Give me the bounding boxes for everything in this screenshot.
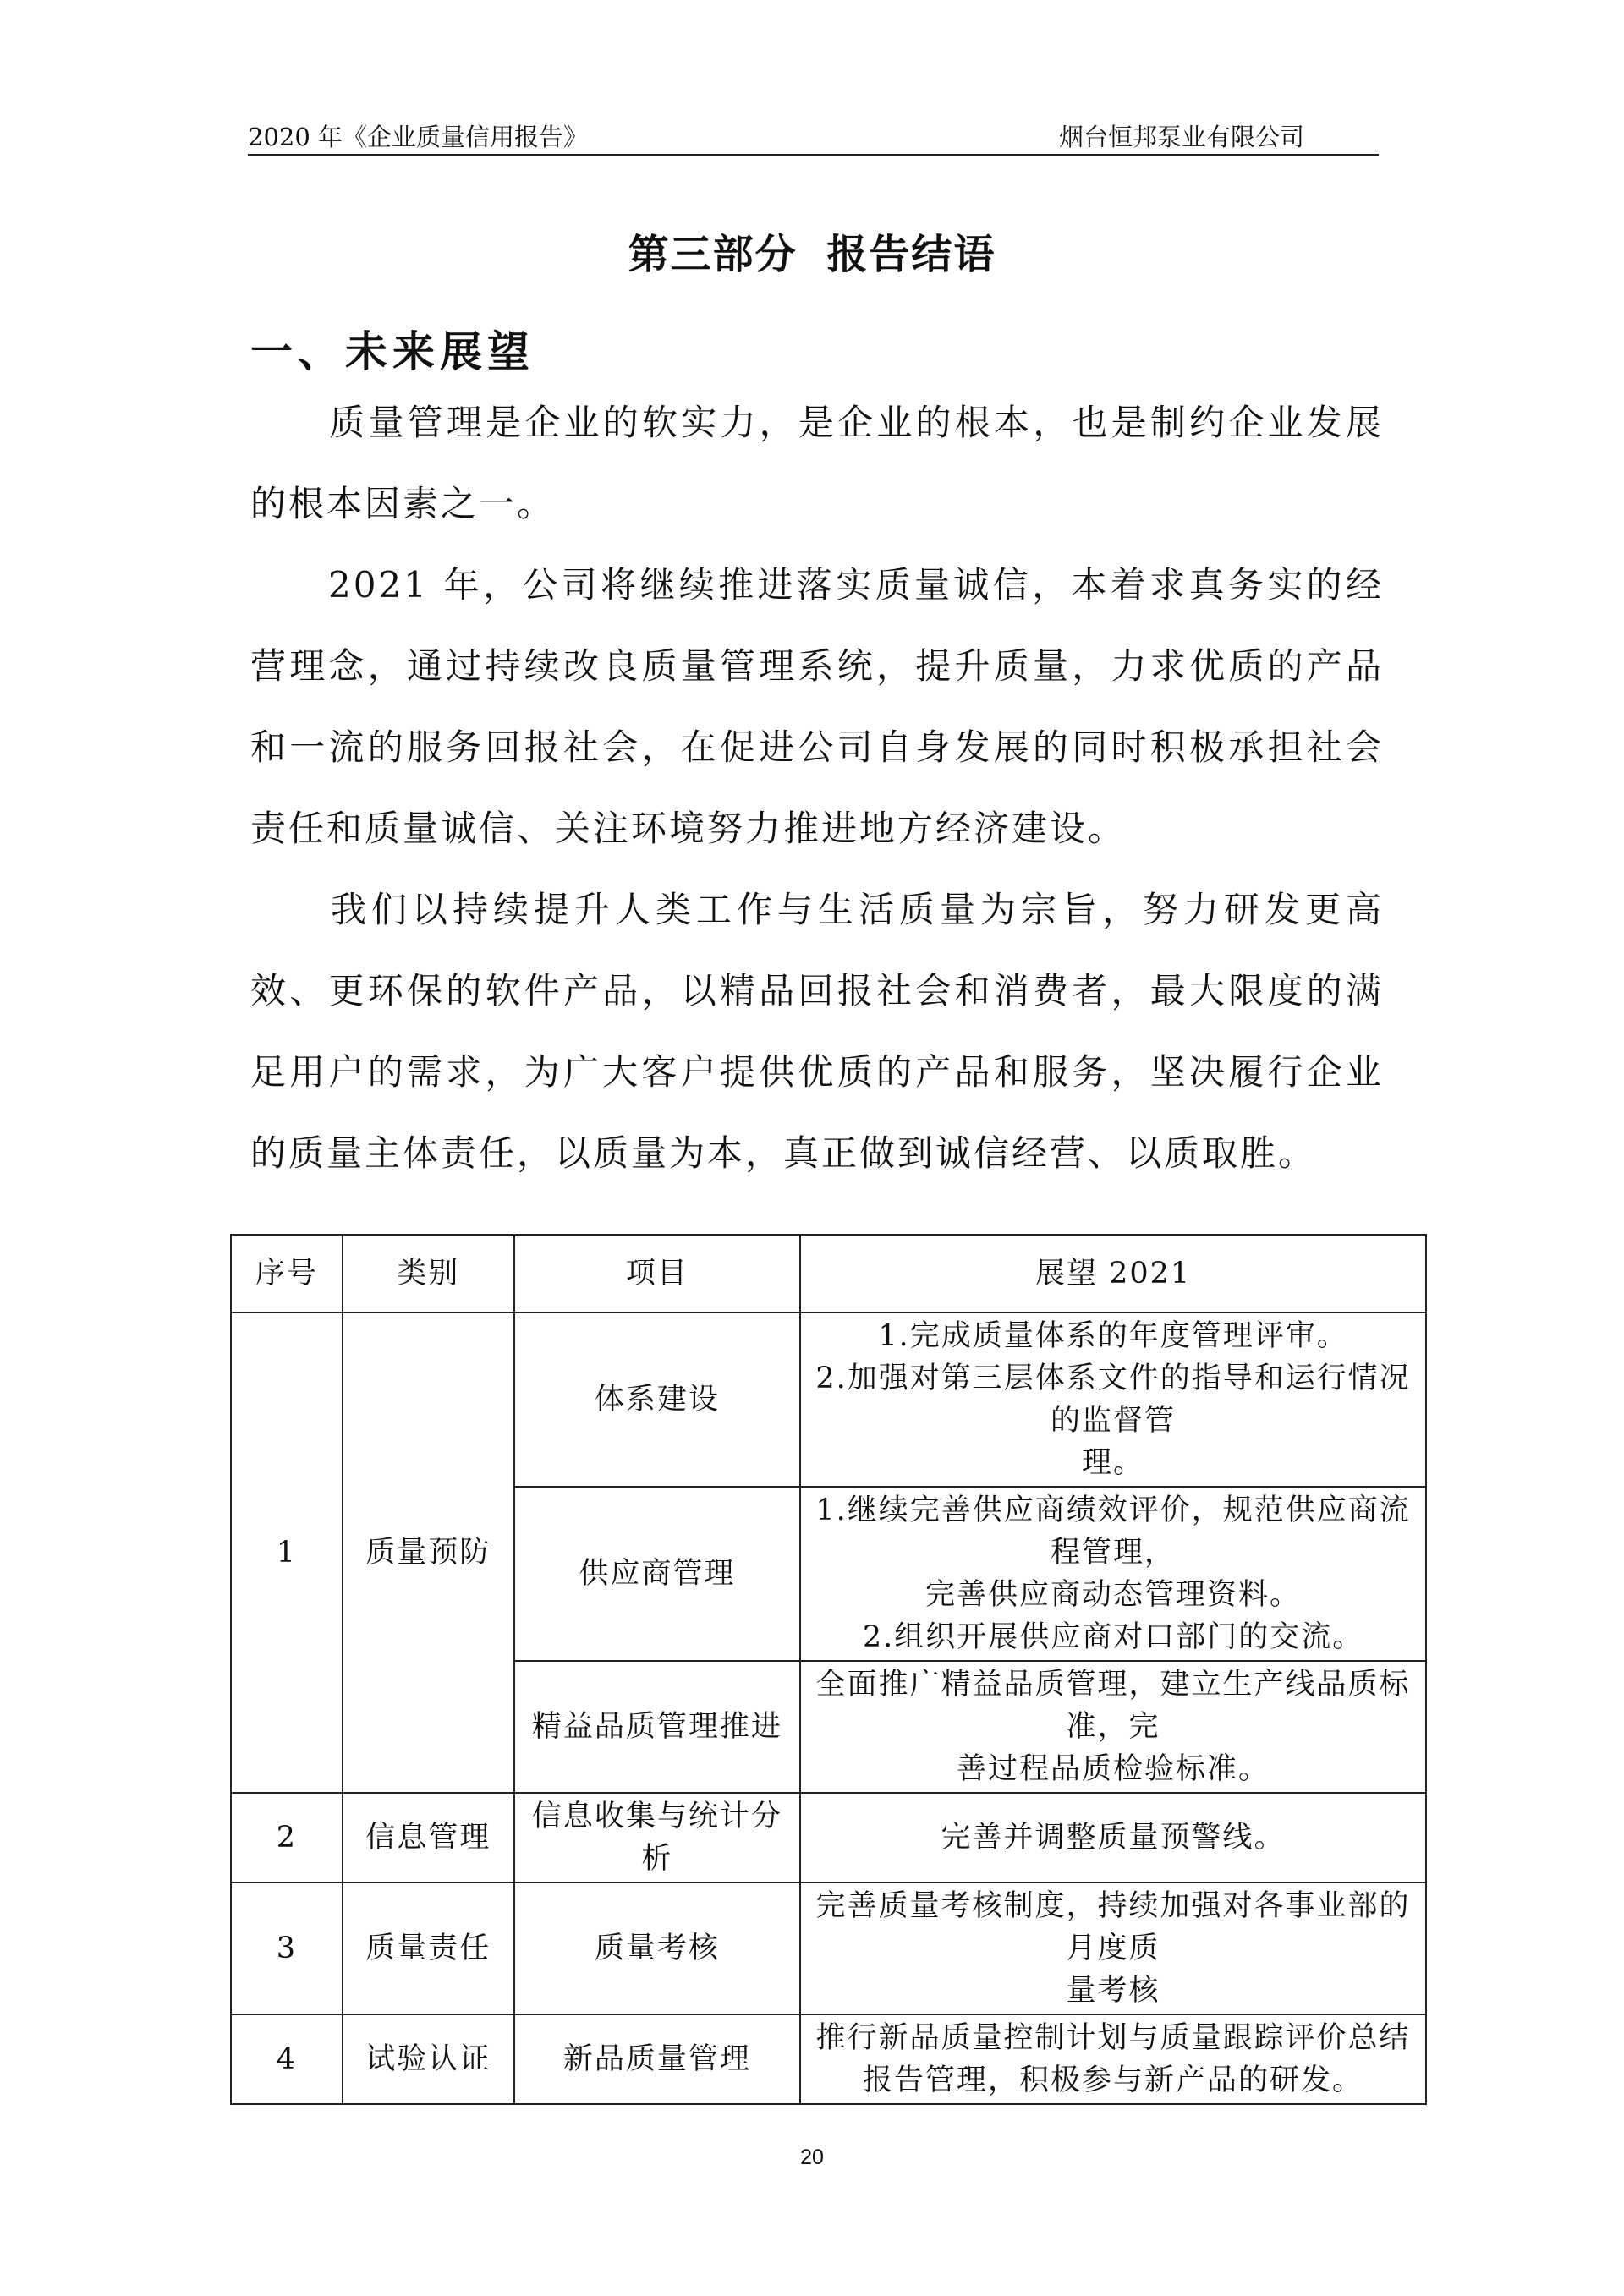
outlook-line: 1.完成质量体系的年度管理评审。	[878, 1319, 1348, 1353]
header-cell-no: 序号	[231, 1235, 343, 1312]
header-cell-outlook: 展望 2021	[800, 1235, 1426, 1312]
page-number: 20	[800, 2145, 824, 2169]
row-category: 质量责任	[343, 1882, 514, 2014]
row-outlook	[800, 1312, 1426, 1487]
table-row	[231, 2014, 1426, 2104]
paragraph-3: 我们以持续提升人类工作与生活质量为宗旨，努力研发更高效、更环保的软件产品，以精品回报社会和消费者，最大限度的满足用户的需求，为广大客户提供优质的产品和服务，坚决履行企业的质量主体责任，以质量为本，真正做到诚信经营、以质取胜。	[250, 889, 1384, 1174]
header-report-title: 2020 年《企业质量信用报告》	[248, 123, 589, 151]
row-no: 1	[231, 1312, 343, 1793]
outlook-line: 理。	[1082, 1446, 1145, 1480]
row-outlook	[800, 1487, 1426, 1661]
row-outlook	[800, 1661, 1426, 1793]
table-row	[231, 1793, 1426, 1882]
row-project: 新品质量管理	[514, 2014, 800, 2104]
row-project: 体系建设	[514, 1312, 800, 1487]
outlook-line: 推行新品质量控制计划与质量跟踪评价总结报告管理，积极参与新产品的研发。	[815, 2021, 1411, 2097]
outlook-line: 完善并调整质量预警线。	[941, 1821, 1286, 1855]
row-no: 2	[231, 1793, 343, 1882]
part-title-name: 报告结语	[826, 231, 996, 278]
row-no: 4	[231, 2014, 343, 2104]
header-cell-category: 类别	[343, 1235, 514, 1312]
row-outlook	[800, 1793, 1426, 1882]
outlook-line: 2.组织开展供应商对口部门的交流。	[862, 1620, 1364, 1654]
row-project: 精益品质管理推进	[514, 1661, 800, 1793]
row-category: 质量预防	[343, 1312, 514, 1793]
paragraph-1: 质量管理是企业的软实力，是企业的根本，也是制约企业发展的根本因素之一。	[250, 402, 1384, 524]
outlook-line: 完善供应商动态管理资料。	[925, 1578, 1302, 1612]
table-header-row	[231, 1235, 1426, 1312]
header-cell-project: 项目	[514, 1235, 800, 1312]
row-outlook	[800, 2014, 1426, 2104]
table-row	[231, 1882, 1426, 2014]
row-project: 质量考核	[514, 1882, 800, 2014]
row-no: 3	[231, 1882, 343, 2014]
outlook-line: 完善质量考核制度，持续加强对各事业部的月度质	[815, 1889, 1411, 1965]
outlook-line: 1.继续完善供应商绩效评价，规范供应商流程管理，	[815, 1493, 1411, 1570]
outlook-line: 2.加强对第三层体系文件的指导和运行情况的监督管	[815, 1362, 1411, 1438]
section-heading: 一、未来展望	[250, 327, 535, 376]
table-row	[231, 1312, 1426, 1487]
row-project: 供应商管理	[514, 1487, 800, 1661]
row-outlook	[800, 1882, 1426, 2014]
paragraph-2: 2021 年，公司将继续推进落实质量诚信，本着求真务实的经营理念，通过持续改良质量管理系统，提升质量，力求优质的产品和一流的服务回报社会，在促进公司自身发展的同时积极承担社会责任和质量诚信、关注环境努力推进地方经济建设。	[250, 564, 1384, 849]
outlook-table	[230, 1234, 1427, 2105]
part-title-number: 第三部分	[628, 231, 798, 278]
part-title	[0, 222, 1624, 280]
row-category: 信息管理	[343, 1793, 514, 1882]
outlook-line: 量考核	[1066, 1974, 1160, 2008]
outlook-line: 全面推广精益品质管理，建立生产线品质标准，完	[815, 1668, 1411, 1744]
page-header	[248, 117, 1379, 156]
row-category: 试验认证	[343, 2014, 514, 2104]
outlook-line: 善过程品质检验标准。	[957, 1752, 1270, 1786]
row-project: 信息收集与统计分析	[514, 1793, 800, 1882]
header-company-name: 烟台恒邦泵业有限公司	[1058, 123, 1304, 151]
